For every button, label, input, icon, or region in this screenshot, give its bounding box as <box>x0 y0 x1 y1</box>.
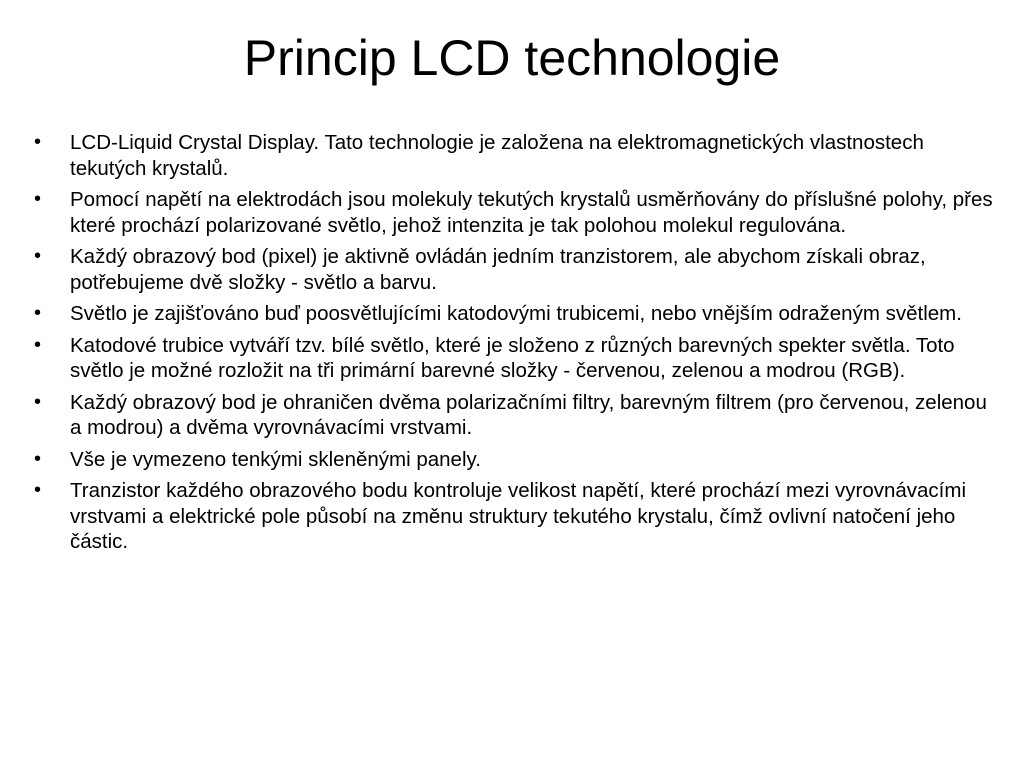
list-item <box>34 478 1000 555</box>
bullet-icon: • <box>34 333 42 356</box>
list-item-text: LCD-Liquid Crystal Display. Tato technologie je založena na elektromagnetických vlastnostech tekutých krystalů. <box>70 131 924 180</box>
bullet-icon: • <box>34 245 42 267</box>
list-item <box>34 447 1000 473</box>
list-item-text: Katodové trubice vytváří tzv. bílé světlo, které je složeno z různých barevných spekter světla. Toto světlo je možné rozložit na tři primární barevné složky - červenou, zelenou a modrou (RGB). <box>70 333 955 382</box>
bullet-list <box>34 130 1000 561</box>
list-item <box>34 301 1000 327</box>
list-item <box>34 244 1000 295</box>
list-item-text: Každý obrazový bod je ohraničen dvěma polarizačními filtry, barevným filtrem (pro červenou, zelenou a modrou) a dvěma vyrovnávacími vrstvami. <box>70 390 987 439</box>
list-item-text: Pomocí napětí na elektrodách jsou molekuly tekutých krystalů usměrňovány do příslušné polohy, přes které prochází polarizované světlo, jehož intenzita je tak polohou molekul regulována. <box>70 188 993 237</box>
bullet-icon: • <box>34 302 42 324</box>
list-item-text: Vše je vymezeno tenkými skleněnými panely. <box>70 447 481 471</box>
list-item-text: Světlo je zajišťováno buď poosvětlujícími katodovými trubicemi, nebo vnějším odraženým světlem. <box>70 302 962 325</box>
list-item <box>34 187 1000 238</box>
bullet-icon: • <box>34 447 42 470</box>
list-item <box>34 390 1000 441</box>
bullet-icon: • <box>34 131 42 153</box>
list-item <box>34 333 1000 384</box>
list-item <box>34 130 1000 181</box>
list-item-text: Tranzistor každého obrazového bodu kontroluje velikost napětí, které prochází mezi vyrovnávacími vrstvami a elektrické pole působí na změnu struktury tekutého krystalu, čímž ovlivní natočení jeho částic. <box>70 479 966 553</box>
bullet-icon: • <box>34 479 42 501</box>
bullet-icon: • <box>34 188 42 210</box>
bullet-icon: • <box>34 390 42 413</box>
list-item-text: Každý obrazový bod (pixel) je aktivně ovládán jedním tranzistorem, ale abychom získali obraz, potřebujeme dvě složky - světlo a barvu. <box>70 245 926 294</box>
slide-title: Princip LCD technologie <box>243 30 781 86</box>
